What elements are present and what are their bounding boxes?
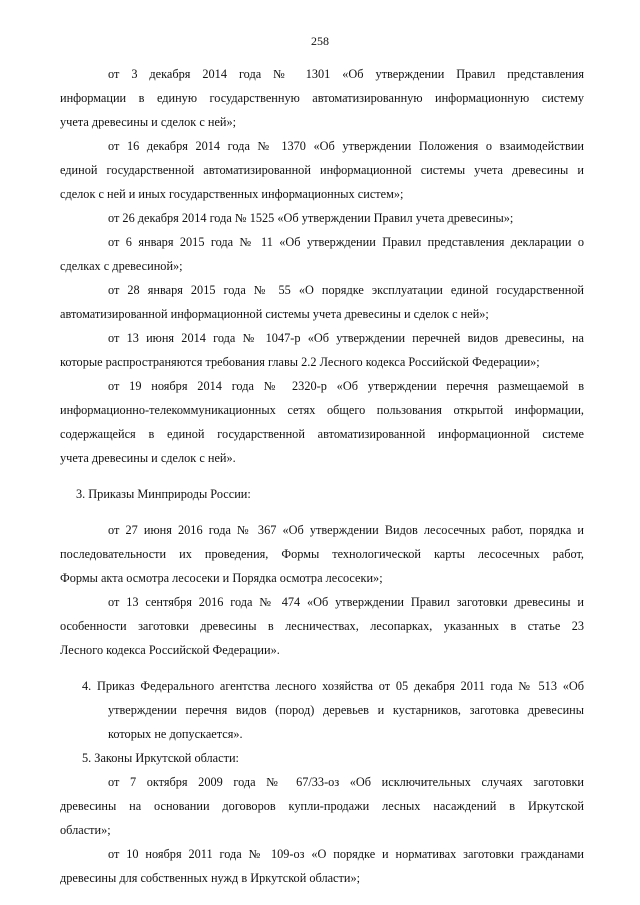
text-line: сделках с древесиной»; (60, 259, 183, 273)
text-line: от 13 июня 2014 года № 1047-р «Об утверждении перечней видов древесины, на (108, 331, 584, 345)
text-line: древесины для собственных нужд в Иркутской области»; (60, 871, 361, 885)
text-line: содержащейся в единой государственной автоматизированной информационной системе (60, 427, 584, 441)
text-line: которые распространяются требования главы 2.2 Лесного кодекса Российской Федерации»; (60, 355, 540, 369)
text-line: учета древесины и сделок с ней»; (60, 115, 237, 129)
text-line: Формы акта осмотра лесосеки и Порядка осмотра лесосеки»; (60, 571, 383, 585)
list-heading: 5. Законы Иркутской области: (82, 751, 239, 765)
text-line: учета древесины и сделок с ней». (60, 451, 236, 465)
text-line: древесины на основании договоров купли-продажи лесных насаждений в Иркутской (60, 799, 584, 813)
text-line: последовательности их проведения, Формы технологической карты лесосечных работ, (60, 547, 584, 561)
text-line: информационно-телекоммуникационных сетях общего пользования открытой информации, (60, 403, 584, 417)
list-item: 4. Приказ Федерального агентства лесного хозяйства от 05 декабря 2011 года № 513 «Об (82, 679, 584, 693)
text-line: от 16 декабря 2014 года № 1370 «Об утверждении Положения о взаимодействии (108, 139, 584, 153)
text-line: от 3 декабря 2014 года № 1301 «Об утверждении Правил представления (108, 67, 584, 81)
text-line: от 7 октября 2009 года № 67/33-оз «Об исключительных случаях заготовки (108, 775, 584, 789)
list-heading: 3. Приказы Минприроды России: (76, 487, 251, 501)
text-line: от 28 января 2015 года № 55 «О порядке эксплуатации единой государственной (108, 283, 584, 297)
text-line: автоматизированной информационной системы учета древесины и сделок с ней»; (60, 307, 489, 321)
text-line: от 26 декабря 2014 года № 1525 «Об утверждении Правил учета древесины»; (108, 211, 514, 225)
text-line: которых не допускается». (108, 727, 243, 741)
text-line: утверждении перечня видов (пород) деревьев и кустарников, заготовка древесины (108, 703, 584, 717)
text-line: от 10 ноября 2011 года № 109-оз «О порядке и нормативах заготовки гражданами (108, 847, 584, 861)
page-number: 258 (311, 34, 329, 48)
text-line: от 6 января 2015 года № 11 «Об утверждении Правил представления декларации о (108, 235, 584, 249)
text-line: Лесного кодекса Российской Федерации». (60, 643, 280, 657)
text-line: особенности заготовки древесины в лесничествах, лесопарках, указанных в статье 23 (60, 619, 584, 633)
text-line: от 19 ноября 2014 года № 2320-р «Об утверждении перечня размещаемой в (108, 379, 584, 393)
text-line: сделок с ней и иных государственных информационных систем»; (60, 187, 404, 201)
text-line: области»; (60, 823, 111, 837)
text-line: единой государственной автоматизированной информационной системы учета древесины и (60, 163, 584, 177)
text-line: от 27 июня 2016 года № 367 «Об утверждении Видов лесосечных работ, порядка и (108, 523, 584, 537)
text-line: от 13 сентября 2016 года № 474 «Об утверждении Правил заготовки древесины и (108, 595, 584, 609)
text-line: информации в единую государственную автоматизированную информационную систему (60, 91, 584, 105)
